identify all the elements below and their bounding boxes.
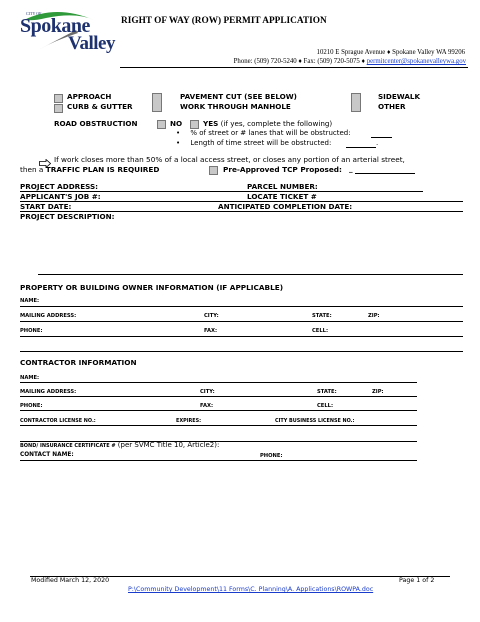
other-label: OTHER (378, 102, 406, 111)
city-business-license-label: CITY BUSINESS LICENSE NO.: (275, 418, 355, 424)
contractor-zip-label: ZIP: (372, 389, 384, 395)
city-logo (16, 6, 116, 58)
owner-name-label: NAME: (20, 298, 40, 304)
parcel-number-label: PARCEL NUMBER: (247, 182, 318, 191)
contractor-state-label: STATE: (317, 389, 337, 395)
pavement-manhole-checkbox[interactable] (152, 93, 162, 112)
contractor-expires-label: EXPIRES: (176, 418, 202, 424)
bullet-percent-obstructed (176, 129, 351, 137)
document-path-link[interactable]: P:\Community Development\11 Forms\C. Planning\A. Applications\ROWPA.doc (128, 586, 374, 593)
contractor-heading: CONTRACTOR INFORMATION (20, 358, 137, 367)
arrow-right-icon (39, 153, 51, 162)
office-contact (234, 58, 466, 65)
contact-phone-label: PHONE: (260, 453, 283, 459)
obstruction-yes-group (203, 119, 332, 128)
bond-insurance-label: BOND/ INSURANCE CERTIFICATE # (20, 443, 116, 449)
contractor-license-label: CONTRACTOR LICENSE NO.: (20, 418, 96, 424)
owner-zip-label: ZIP: (368, 313, 380, 319)
obstruction-yes-checkbox[interactable] (190, 120, 199, 129)
owner-state-label: STATE: (312, 313, 332, 319)
owner-fax-label: FAX: (204, 328, 218, 334)
tcp-label: Pre-Approved TCP Proposed: (223, 165, 342, 174)
bullet1-text: % of street or # lanes that will be obstructed: (190, 129, 351, 137)
contractor-mailing-label: MAILING ADDRESS: (20, 389, 77, 395)
traffic-note-line2 (20, 165, 159, 174)
logo-spokane: Spokane (20, 15, 90, 37)
office-address: 10210 E Sprague Avenue ♦ Spokane Valley WA 99206 (316, 49, 465, 56)
road-obstruction-label: ROAD OBSTRUCTION (54, 119, 138, 128)
owner-heading: PROPERTY OR BUILDING OWNER INFORMATION (IF APPLICABLE) (20, 283, 284, 292)
contact-name-label: CONTACT NAME: (20, 452, 74, 458)
percent-obstructed-field[interactable] (371, 137, 392, 138)
owner-mailing-field[interactable] (20, 321, 463, 322)
project-description-label: PROJECT DESCRIPTION: (20, 212, 115, 221)
owner-phone-label: PHONE: (20, 328, 43, 334)
sidewalk-other-checkbox[interactable] (351, 93, 361, 112)
time-obstructed-field[interactable] (346, 147, 376, 148)
contractor-top-rule (20, 351, 463, 352)
owner-city-label: CITY: (204, 313, 219, 319)
tcp-checkbox[interactable] (209, 166, 218, 175)
completion-date-label: ANTICIPATED COMPLETION DATE: (218, 202, 353, 211)
contractor-phone-label: PHONE: (20, 403, 43, 409)
owner-mailing-label: MAILING ADDRESS: (20, 313, 77, 319)
bond-insurance-note: (per SVMC Title 10, Article2): (115, 441, 220, 449)
bullet2-text: Length of time street will be obstructed: (190, 139, 332, 147)
obstruction-no-checkbox[interactable] (157, 120, 166, 129)
curb-gutter-label: CURB & GUTTER (67, 102, 133, 111)
tcp-underscore: _ (349, 164, 353, 173)
logo-city-of: CITY OF (26, 11, 42, 16)
contractor-cell-label: CELL: (317, 403, 334, 409)
curb-gutter-checkbox[interactable] (54, 104, 63, 113)
traffic-note-prefix: then a (20, 165, 46, 174)
approach-label: APPROACH (67, 92, 112, 101)
form-title: RIGHT OF WAY (ROW) PERMIT APPLICATION (121, 16, 327, 26)
contractor-mailing-field[interactable] (20, 396, 417, 397)
obstruction-yes-label: YES (203, 119, 219, 128)
traffic-note-line1: If work closes more than 50% of a local access street, or closes any portion of an arterial street, (54, 155, 405, 164)
work-manhole-label: WORK THROUGH MANHOLE (180, 102, 291, 111)
page-number: Page 1 of 2 (399, 577, 435, 584)
contractor-phone-field[interactable] (20, 410, 417, 411)
permit-center-email-link[interactable]: permitcenter@spokanevalleywa.gov (366, 58, 466, 65)
owner-top-rule (38, 274, 463, 275)
owner-cell-label: CELL: (312, 328, 329, 334)
phone-fax-text: Phone: (509) 720-5240 ♦ Fax: (509) 720-5075 ♦ (233, 58, 367, 65)
owner-name-field[interactable] (20, 306, 463, 307)
logo-valley: Valley (68, 33, 115, 54)
owner-phone-field[interactable] (20, 336, 463, 337)
contractor-name-field[interactable] (20, 382, 417, 383)
modified-date: Modified March 12, 2020 (31, 577, 110, 584)
bullet-dot: • (176, 129, 181, 137)
tcp-field[interactable] (355, 173, 415, 174)
approach-checkbox[interactable] (54, 94, 63, 103)
locate-ticket-label: LOCATE TICKET # (247, 192, 317, 201)
header-rule (120, 67, 468, 68)
contractor-fax-label: FAX: (200, 403, 214, 409)
contractor-city-label: CITY: (200, 389, 215, 395)
bond-insurance-field[interactable] (20, 441, 417, 442)
bullet-dot: • (176, 139, 181, 147)
obstruction-no-label: NO (170, 119, 183, 128)
applicant-job-label: APPLICANT'S JOB #: (20, 192, 101, 201)
traffic-plan-required: TRAFFIC PLAN IS REQUIRED (45, 165, 160, 174)
sidewalk-label: SIDEWALK (378, 92, 421, 101)
obstruction-yes-note: (if yes, complete the following) (218, 119, 333, 128)
contractor-license-field[interactable] (20, 425, 417, 426)
project-address-label: PROJECT ADDRESS: (20, 182, 99, 191)
start-date-label: START DATE: (20, 202, 72, 211)
contractor-name-label: NAME: (20, 375, 40, 381)
pavement-cut-label: PAVEMENT CUT (SEE BELOW) (180, 92, 297, 101)
bullet2-end: . (376, 139, 379, 147)
bullet-time-obstructed (176, 139, 331, 147)
contact-name-field[interactable] (20, 460, 417, 461)
